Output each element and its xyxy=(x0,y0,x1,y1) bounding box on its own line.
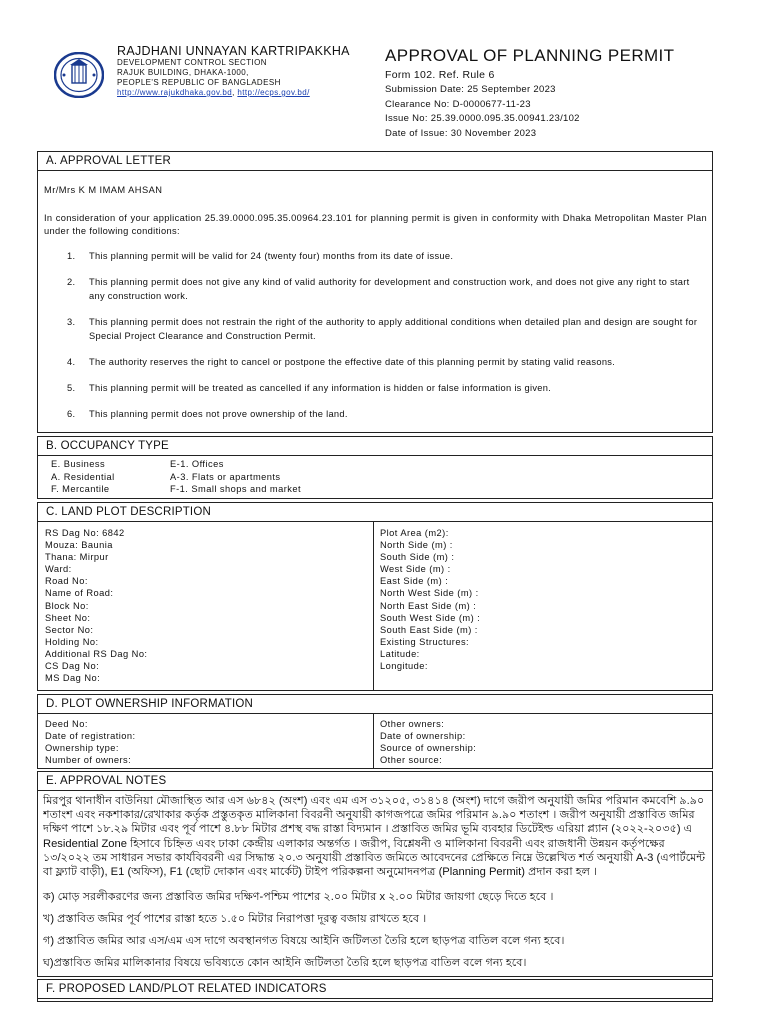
ecps-website-link[interactable]: http://ecps.gov.bd/ xyxy=(237,88,310,97)
additional-rs-dag-no: Additional RS Dag No: xyxy=(45,648,148,659)
approval-note-ka: ক) মোড় সরলীকরণের জন্য প্রস্তাবিত জমির দক্ষিণ-পশ্চিম পাশের ২.০০ মিটার x ২.০০ মিটার জায়গা ছেড়ে দিতে হবে । xyxy=(43,891,554,903)
ownership-left xyxy=(45,718,365,766)
link-separator: , xyxy=(232,88,238,97)
condition-text: This planning permit does not give any kind of valid authority for development and construction work, and does not give any right to start any construction work. xyxy=(89,277,690,301)
source-of-ownership: Source of ownership: xyxy=(380,743,477,754)
org-country: PEOPLE'S REPUBLIC OF BANGLADESH xyxy=(117,78,281,87)
condition-number: 6. xyxy=(67,409,76,419)
other-owners: Other owners: xyxy=(380,719,445,729)
north-side: North Side (m) : xyxy=(380,540,453,551)
form-reference: Form 102. Ref. Rule 6 xyxy=(385,69,495,81)
section-e-heading: E. APPROVAL NOTES xyxy=(37,771,713,791)
page-title: APPROVAL OF PLANNING PERMIT xyxy=(385,46,675,65)
occupancy-type-2: A-3. Flats or apartments xyxy=(170,471,281,482)
issue-date: Date of Issue: 30 November 2023 xyxy=(385,127,537,139)
section-d-heading: D. PLOT OWNERSHIP INFORMATION xyxy=(37,694,713,714)
deed-no: Deed No: xyxy=(45,719,88,729)
submission-date: Submission Date: 25 September 2023 xyxy=(385,84,556,95)
date-of-registration: Date of registration: xyxy=(45,731,136,742)
permit-info xyxy=(385,45,755,141)
section-a-heading: A. APPROVAL LETTER xyxy=(37,151,713,171)
condition-text: This planning permit does not restrain the right of the authority to apply additional conditions when detailed plan and design are sought for Special Project Clearance and Construction Permit. xyxy=(89,317,698,341)
occupancy-category-1: E. Business xyxy=(51,459,106,469)
cs-dag-no: CS Dag No: xyxy=(45,661,100,672)
condition-number: 1. xyxy=(67,251,76,261)
org-name: RAJDHANI UNNAYAN KARTRIPAKKHA xyxy=(117,44,350,58)
other-source: Other source: xyxy=(380,755,443,766)
org-links xyxy=(117,88,387,98)
rajuk-logo-icon xyxy=(54,52,104,98)
occupancy-category-2: A. Residential xyxy=(51,471,115,482)
occupancy-type-1: E-1. Offices xyxy=(170,459,224,469)
date-of-ownership: Date of ownership: xyxy=(380,731,466,742)
east-side: East Side (m) : xyxy=(380,576,449,587)
south-side: South Side (m) : xyxy=(380,552,455,563)
organization-block xyxy=(117,44,387,98)
approval-note-gha: ঘ)প্রস্তাবিত জমির মালিকানার বিষয়ে ভবিষ্যতে কোন আইনি জটিলতা তৈরি হলে ছাড়পত্র বাতিল বলে গন্য হবে। xyxy=(43,957,527,969)
existing-structures: Existing Structures: xyxy=(380,636,470,647)
condition-number: 2. xyxy=(67,277,76,287)
ownership-right xyxy=(380,718,700,766)
org-section: DEVELOPMENT CONTROL SECTION xyxy=(117,58,267,67)
section-b-heading: B. OCCUPANCY TYPE xyxy=(37,436,713,456)
ownership-type: Ownership type: xyxy=(45,743,119,754)
occupancy-category-3: F. Mercantile xyxy=(51,484,110,494)
document-header xyxy=(0,0,768,150)
condition-number: 4. xyxy=(67,357,76,367)
condition-number: 5. xyxy=(67,383,76,393)
plot-description-left xyxy=(45,527,365,684)
ward: Ward: xyxy=(45,564,72,575)
south-west-side: South West Side (m) : xyxy=(380,612,481,623)
number-of-owners: Number of owners: xyxy=(45,755,132,766)
plot-description-right xyxy=(380,527,700,672)
approval-notes-paragraph: মিরপুর থানাধীন বাউনিয়া মৌজাস্থিত আর এস ৬৮৪২ (অংশ) এবং এম এস ৩১২০৫, ৩১৪১৪ (অংশ) দাগে জরীপ অনুযায়ী জমির পরিমান কমবেশি ৯.৯০ শতাংশ এবং নকশাকার/রেখাকার কর্তৃক প্রস্তুতকৃত মালিকানা বিবরনী অনুযায়ী কাগজপত্রে জমির পরিমান ৯.৯০ শতাংশ । জরীপ অনুযায়ী প্রস্তাবিত জমির দক্ষিণ পাশে ১৮.২৯ মিটার এবং পূর্ব পাশে ৪.৮৮ মিটার প্রশস্থ বদ্ধ রাস্তা বিদ্যমান । প্রস্তাবিত জমির ভূমি ব্যবহার ডিটেইল্ড এরিয়া প্ল্যান (২০২২-২০৩৫) এ Residential Zone হিসাবে চিহ্নিত এবং ঢাকা কেন্দ্রীয় এলাকার অন্তর্গত । জরীপ, বিশ্লেষনী ও মালিকানা বিবরনী এবং রাজধানী উন্নয়ন কর্তৃপক্ষের ১৩/২০২২ তম সাধারন সভার কার্যবিবরনী এর সিদ্ধান্ত ২০.৩ অনুযায়ী প্রস্তাবিত জমিতে আবেদনের প্রেক্ষিতে নিম্নে উল্লেখিত শর্ত অনুযায়ী A-3 (এপার্টমেন্ট বা ফ্ল্যাট বাড়ী), E1 (অফিস), F1 (ছোট দোকান এবং মার্কেট) টাইপ পরিকল্পনা অনুমোদনপত্র (Planning Permit) প্রদান করা হল । xyxy=(43,795,706,878)
section-b-body xyxy=(37,455,713,499)
name-of-road: Name of Road: xyxy=(45,588,114,599)
rajuk-website-link[interactable]: http://www.rajukdhaka.gov.bd xyxy=(117,88,233,97)
condition-text: This planning permit does not prove ownership of the land. xyxy=(89,409,348,419)
north-west-side: North West Side (m) : xyxy=(380,588,479,599)
sector-no: Sector No: xyxy=(45,624,94,635)
column-divider xyxy=(373,713,374,769)
condition-text: This planning permit will be valid for 24 (twenty four) months from its date of issue. xyxy=(89,251,454,261)
ms-dag-no: MS Dag No: xyxy=(45,673,101,684)
longitude: Longitude: xyxy=(380,661,428,672)
mouza: Mouza: Baunia xyxy=(45,540,113,551)
column-divider xyxy=(373,521,374,691)
holding-no: Holding No: xyxy=(45,636,99,647)
issue-number: Issue No: 25.39.0000.095.35.00941.23/102 xyxy=(385,113,580,125)
condition-number: 3. xyxy=(67,317,76,327)
section-c-heading: C. LAND PLOT DESCRIPTION xyxy=(37,502,713,522)
condition-text: This planning permit will be treated as cancelled if any information is hidden or false information is given. xyxy=(89,383,552,393)
latitude: Latitude: xyxy=(380,648,420,659)
block-no: Block No: xyxy=(45,600,89,611)
occupancy-type-3: F-1. Small shops and market xyxy=(170,484,301,494)
condition-text: The authority reserves the right to cancel or postpone the effective date of this planning permit by stating valid reasons. xyxy=(89,357,616,367)
rs-dag-no: RS Dag No: 6842 xyxy=(45,528,125,538)
clearance-number: Clearance No: D-0000677-11-23 xyxy=(385,98,531,110)
road-no: Road No: xyxy=(45,576,88,587)
org-address: RAJUK BUILDING, DHAKA-1000, xyxy=(117,68,249,77)
south-east-side: South East Side (m) : xyxy=(380,624,478,635)
addressee: Mr/Mrs K M IMAM AHSAN xyxy=(44,185,163,195)
section-f-heading: F. PROPOSED LAND/PLOT RELATED INDICATORS xyxy=(37,979,713,999)
approval-note-ga: গ) প্রস্তাবিত জমির আর এস/এম এস দাগে অবস্থানগত বিষয়ে আইনি জটিলতা তৈরি হলে ছাড়পত্র বাতিল বলে গন্য হবে। xyxy=(43,935,565,947)
section-f-body xyxy=(37,998,713,1002)
thana: Thana: Mirpur xyxy=(45,552,109,563)
north-east-side: North East Side (m) : xyxy=(380,600,477,611)
application-intro: In consideration of your application 25.39.0000.095.35.00964.23.101 for planning permit is given in conformity with Dhaka Metropolitan Master Plan under the following conditions: xyxy=(44,213,707,237)
sheet-no: Sheet No: xyxy=(45,612,91,623)
approval-note-kha: খ) প্রস্তাবিত জমির পূর্ব পাশের রাস্তা হতে ১.৫০ মিটার নিরাপত্তা দূরত্ব বজায় রাখতে হবে । xyxy=(43,913,427,925)
west-side: West Side (m) : xyxy=(380,564,451,575)
plot-area: Plot Area (m2): xyxy=(380,528,449,538)
